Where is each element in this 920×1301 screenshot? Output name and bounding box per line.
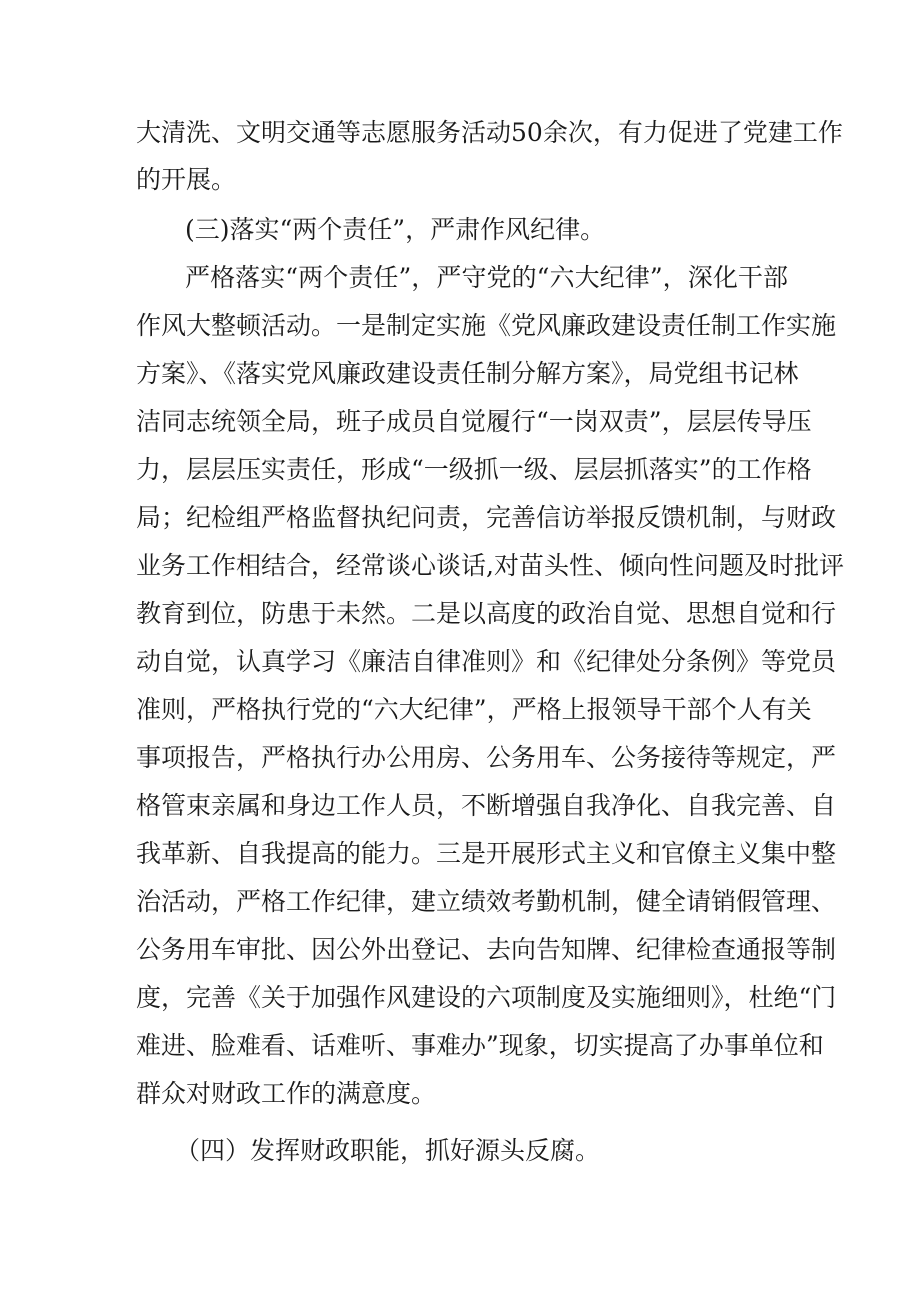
section-3-line-5: 力，层层压实责任，形成“一级抓一级、层层抓落实”的工作格 <box>136 455 812 484</box>
section-3-line-4: 洁同志统领全局，班子成员自觉履行“一岗双责”，层层传导压 <box>136 407 812 436</box>
section-3-line-8: 教育到位，防患于未然。二是以高度的政治自觉、思想自觉和行 <box>136 599 837 628</box>
section-3-line-2: 作风大整顿活动。一是制定实施《党风廉政建设责任制工作实施 <box>136 311 837 340</box>
section-4-heading: （四）发挥财政职能，抓好源头反腐。 <box>175 1136 601 1165</box>
section-3-line-12: 格管束亲属和身边工作人员，不断增强自我净化、自我完善、自 <box>136 791 837 820</box>
section-3-line-9: 动自觉，认真学习《廉洁自律准则》和《纪律处分条例》等党员 <box>136 647 837 676</box>
section-3-line-13: 我革新、自我提高的能力。三是开展形式主义和官僚主义集中整 <box>136 839 837 868</box>
section-3-line-3: 方案》、《落实党风廉政建设责任制分解方案》，局党组书记林 <box>136 359 799 388</box>
section-3-line-10: 准则，严格执行党的“六大纪律”，严格上报领导干部个人有关 <box>136 695 812 724</box>
section-3-line-17: 难进、脸难看、话难听、事难办”现象，切实提高了办事单位和 <box>136 1031 824 1060</box>
section-3-line-11: 事项报告，严格执行办公用房、公务用车、公务接待等规定，严 <box>136 743 837 772</box>
section-3-line-15: 公务用车审批、因公外出登记、去向告知牌、纪律检查通报等制 <box>136 935 837 964</box>
section-3-line-14: 治活动，严格工作纪律，建立绩效考勤机制，健全请销假管理、 <box>136 887 837 916</box>
section-3-line-7: 业务工作相结合，经常谈心谈话,对苗头性、倾向性问题及时批评 <box>136 551 844 580</box>
intro-line-2: 的开展。 <box>136 165 237 194</box>
section-3-line-16: 度，完善《关于加强作风建设的六项制度及实施细则》，杜绝“门 <box>136 983 837 1012</box>
section-3-line-6: 局；纪检组严格监督执纪问责，完善信访举报反馈机制，与财政 <box>136 503 837 532</box>
section-3-line-1: 严格落实“两个责任”，严守党的“六大纪律”，深化干部 <box>185 263 788 292</box>
intro-line-1: 大清洗、文明交通等志愿服务活动50余次，有力促进了党建工作 <box>136 118 843 147</box>
section-3-line-18: 群众对财政工作的满意度。 <box>136 1079 437 1108</box>
section-3-heading: (三)落实“两个责任”，严肃作风纪律。 <box>185 215 606 244</box>
